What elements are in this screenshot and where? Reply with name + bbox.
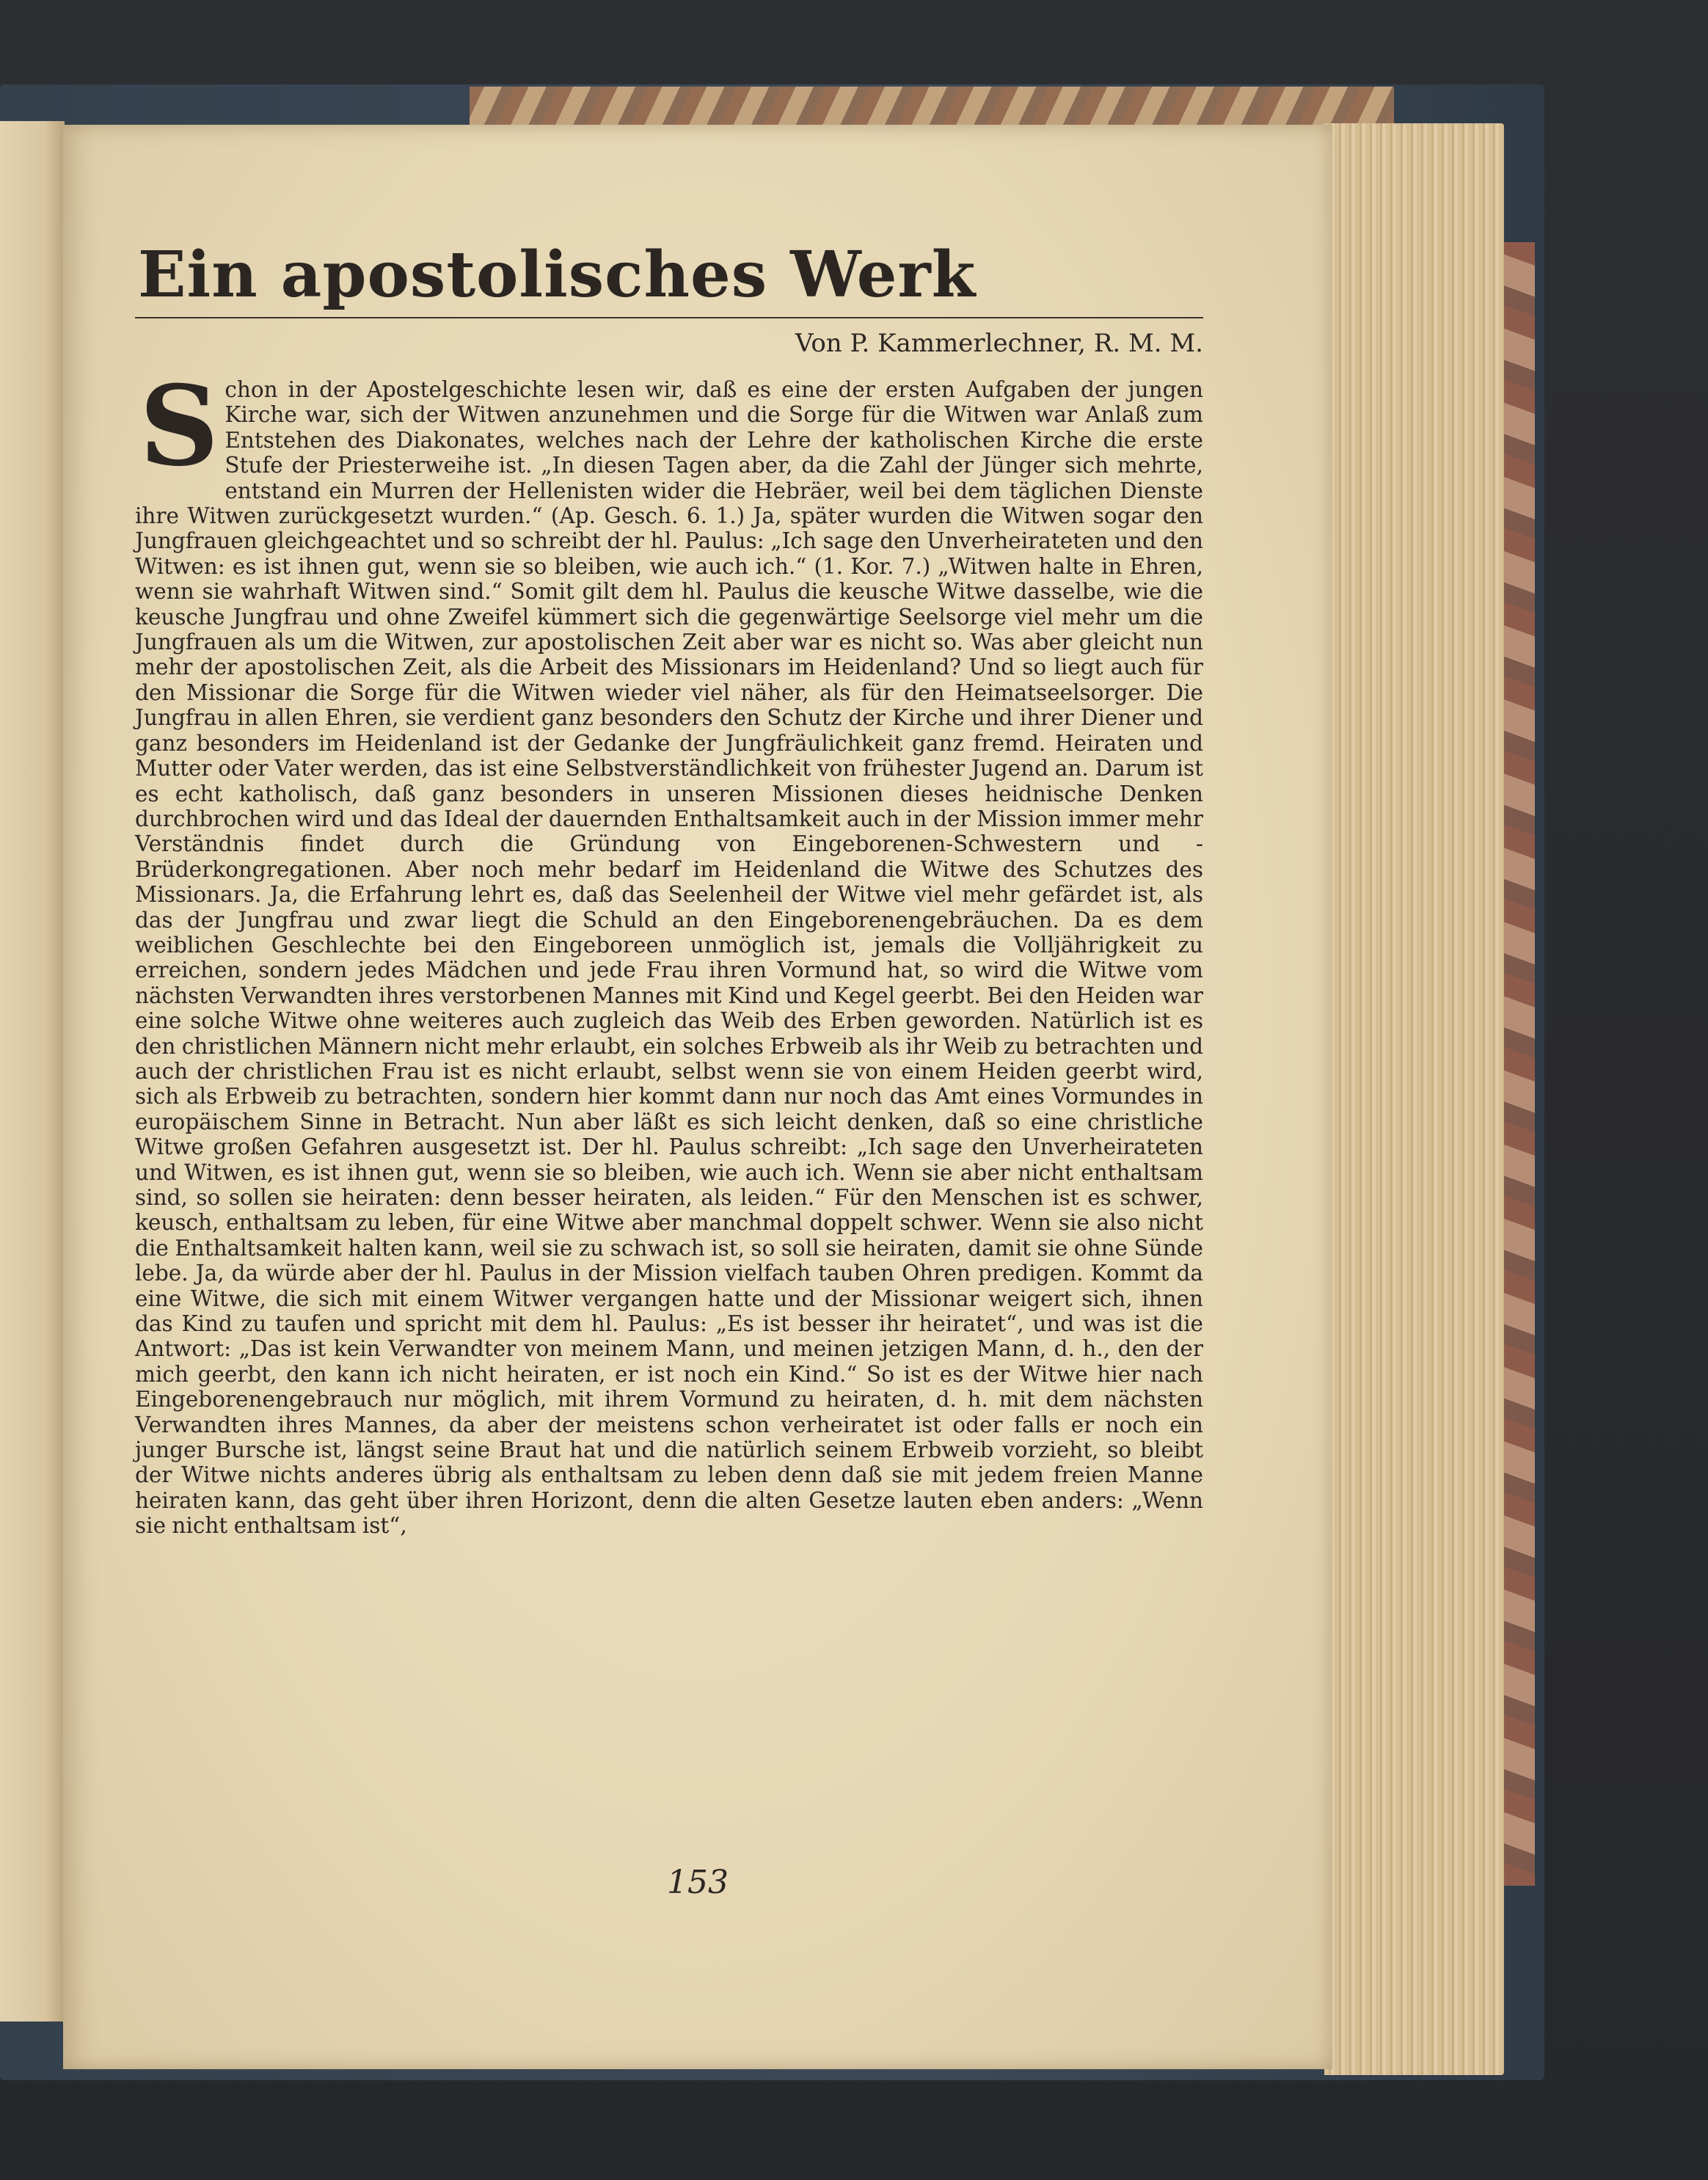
drop-cap: S: [139, 362, 219, 491]
article: [135, 235, 1203, 1539]
article-byline: Von P. Kammerlechner, R. M. M.: [795, 329, 1203, 358]
title-rule: [135, 317, 1203, 318]
article-title: Ein apostolisches Werk: [138, 238, 977, 312]
page-number: 153: [667, 1864, 729, 1901]
article-text: chon in der Apostelgeschichte lesen wir, daß es eine der ersten Aufgaben der jungen Kirche war, sich der Witwen anzunehmen und die Sorge für die Witwen war Anlaß zum Entstehen des Diakonates, welches nach der Lehre der katholischen Kirche die erste Stufe der Priesterweihe ist. „In diesen Tagen aber, da die Zahl der Jünger sich mehrte, entstand ein Murren der Hellenisten wider die Hebräer, weil bei dem täglichen Dienste ihre Witwen zurückgesetzt wurden.“ (Ap. Gesch. 6. 1.) Ja, später wurden die Witwen sogar den Jungfrauen gleichgeachtet und so schreibt der hl. Paulus: „Ich sage den Unverheirateten und den Witwen: es ist ihnen gut, wenn sie so bleiben, wie auch ich.“ (1. Kor. 7.) „Witwen halte in Ehren, wenn sie wahrhaft Witwen sind.“ Somit gilt dem hl. Paulus die keusche Witwe dasselbe, wie die keusche Jungfrau und ohne Zweifel kümmert sich die gegenwärtige Seelsorge viel mehr um die Jungfrauen als um die Witwen, zur apostolischen Zeit aber war es nicht so. Was aber gleicht nun mehr der apostolischen Zeit, als die Arbeit des Missionars im Heidenland? Und so liegt auch für den Missionar die Sorge für die Witwen wieder viel näher, als für den Heimatseelsorger. Die Jungfrau in allen Ehren, sie verdient ganz besonders den Schutz der Kirche und ihrer Diener und ganz besonders im Heidenland ist der Gedanke der Jungfräulichkeit ganz fremd. Heiraten und Mutter oder Vater werden, das ist eine Selbstverständlichkeit von frühester Jugend an. Darum ist es echt katholisch, daß ganz besonders in unseren Missionen dieses heidnische Denken durchbrochen wird und das Ideal der dauernden Enthaltsamkeit auch in der Mission immer mehr Verständnis findet durch die Gründung von Eingeborenen-Schwestern und -Brüderkongregationen. Aber noch mehr bedarf im Heidenland die Witwe des Schutzes des Missionars. Ja, die Erfahrung lehrt es, daß das Seelenheil der Witwe viel mehr gefärdet ist, als das der Jungfrau und zwar liegt die Schuld an den Eingeborenengebräuchen. Da es dem weiblichen Geschlechte bei den Eingeboreen unmöglich ist, jemals die Volljährigkeit zu erreichen, sondern jedes Mädchen und jede Frau ihren Vormund hat, so wird die Witwe vom nächsten Verwandten ihres verstorbenen Mannes mit Kind und Kegel geerbt. Bei den Heiden war eine solche Witwe ohne weiteres auch zugleich das Weib des Erben geworden. Natürlich ist es den christlichen Männern nicht mehr erlaubt, ein solches Erbweib als ihr Weib zu betrachten und auch der christlichen Frau ist es nicht erlaubt, selbst wenn sie von einem Heiden geerbt wird, sich als Erbweib zu betrachten, sondern hier kommt dann nur noch das Amt eines Vormundes in europäischem Sinne in Betracht. Nun aber läßt es sich leicht denken, daß so eine christliche Witwe großen Gefahren ausgesetzt ist. Der hl. Paulus schreibt: „Ich sage den Unverheirateten und Witwen, es ist ihnen gut, wenn sie so bleiben, wie auch ich. Wenn sie aber nicht enthaltsam sind, so sollen sie heiraten: denn besser heiraten, als leiden.“ Für den Menschen ist es schwer, keusch, enthaltsam zu leben, für eine Witwe aber manchmal doppelt schwer. Wenn sie also nicht die Enthaltsamkeit halten kann, weil sie zu schwach ist, so soll sie heiraten, damit sie ohne Sünde lebe. Ja, da würde aber der hl. Paulus in der Mission vielfach tauben Ohren predigen. Kommt da eine Witwe, die sich mit einem Witwer vergangen hatte und der Missionar weigert sich, ihnen das Kind zu taufen und spricht mit dem hl. Paulus: „Es ist besser ihr heiratet“, und was ist die Antwort: „Das ist kein Verwandter von meinem Mann, und meinen jetzigen Mann, d. h., den der mich geerbt, den kann ich nicht heiraten, er ist noch ein Kind.“ So ist es der Witwe hier nach Eingeborenengebrauch nur möglich, mit ihrem Vormund zu heiraten, d. h. mit dem nächsten Verwandten ihres Mannes, da aber der meistens schon verheiratet ist oder falls er noch ein junger Bursche ist, längst seine Braut hat und die natürlich seinem Erbweib vorzieht, so bleibt der Witwe nichts anderes übrig als enthaltsam zu leben denn daß sie mit jedem freien Manne heiraten kann, das geht über ihren Horizont, denn die alten Gesetze lauten eben anders: „Wenn sie nicht enthaltsam ist“,: [135, 377, 1203, 1539]
previous-page-edge: [0, 121, 65, 2022]
article-body: [135, 362, 1203, 1539]
page-block-edges: [1324, 123, 1504, 2075]
book-page: [63, 125, 1332, 2069]
